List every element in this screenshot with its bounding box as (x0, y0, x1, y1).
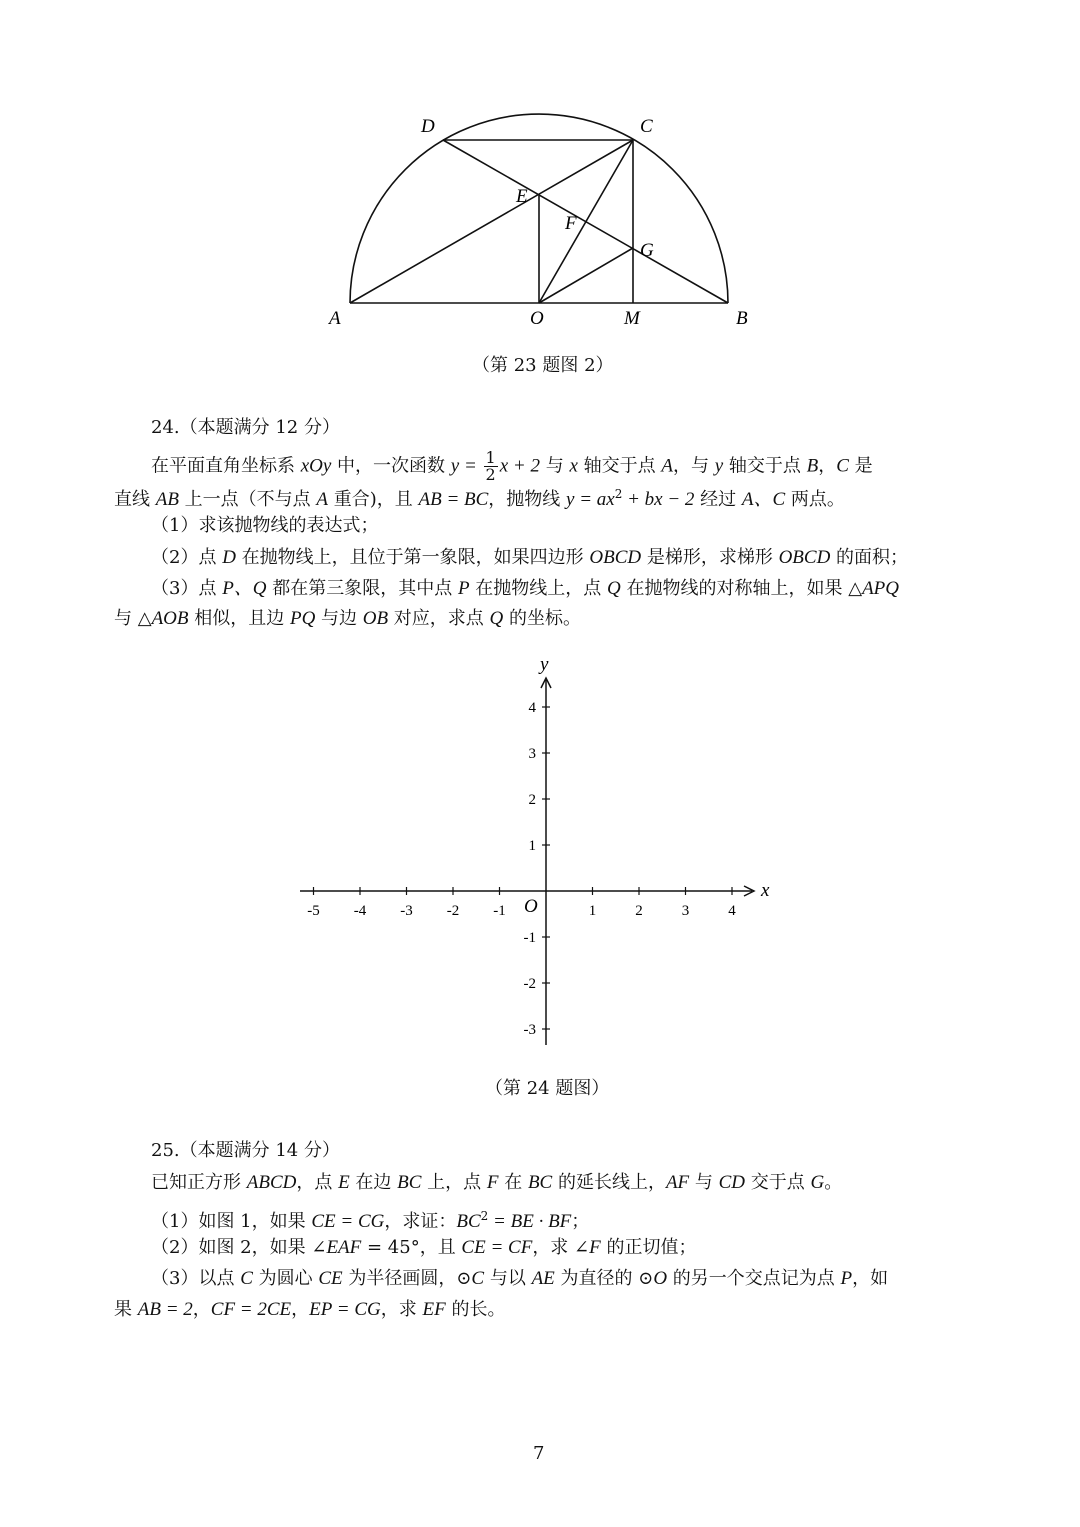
x-tick-label: 3 (681, 903, 690, 919)
q25-part-1: （1）如图 1，如果 CE = CG，求证：$BC^2$ = BE · BF； (151, 1209, 590, 1232)
label-D: D (421, 116, 435, 137)
q24-part-3-cont: 与 △AOB 相似，且边 PQ 与边 OB 对应，求点 Q 的坐标。 (114, 608, 581, 629)
q25-line-1: 已知正方形 ABCD，点 E 在边 BC 上，点 F 在 BC 的延长线上，AF 与 CD 交于点 G。 (151, 1172, 843, 1193)
x-tick-label: -4 (353, 903, 367, 919)
x-tick-label: 1 (588, 903, 597, 919)
figure-24-caption: （第 24 题图） (485, 1078, 610, 1099)
label-B: B (736, 308, 748, 329)
x-tick-label: 4 (728, 903, 736, 919)
fraction-one-half: $\frac{1}{2}$ (485, 448, 496, 484)
q24-line-2: 直线 AB 上一点（不与点 A 重合)，且 AB = BC，抛物线 $y = ax^2$ + bx − 2 经过 A、C 两点。 (114, 487, 845, 510)
label-C: C (640, 116, 653, 137)
q25-header: 25.（本题满分 14 分） (151, 1140, 340, 1161)
y-tick-label: -2 (523, 976, 536, 992)
label-F: F (565, 213, 577, 234)
label-O: O (530, 308, 544, 329)
y-tick-label: -1 (523, 930, 536, 946)
segment-OC (539, 140, 633, 303)
y-tick-label: -3 (523, 1022, 536, 1038)
q25-part-2: （2）如图 2，如果 ∠EAF = 45°，且 CE = CF，求 ∠F 的正切值； (151, 1237, 697, 1258)
y-tick-label: 2 (528, 792, 536, 808)
q24-line-1: 在平面直角坐标系 xOy 中，一次函数 y = $\frac{1}{2}$ x + 2 与 x 轴交于点 A，与 y 轴交于点 B，C 是 (151, 448, 873, 484)
x-tick-label: -5 (307, 903, 320, 919)
figure-24-axes (0, 650, 1080, 1060)
y-tick-label: 1 (528, 838, 536, 854)
q25-part-3: （3）以点 C 为圆心 CE 为半径画圆，⊙C 与以 AE 为直径的 ⊙O 的另一个交点记为点 P，如 (151, 1268, 889, 1289)
label-E: E (516, 186, 528, 207)
y-tick-label: 4 (528, 700, 536, 716)
label-M: M (624, 308, 640, 329)
x-tick-label: -3 (400, 903, 413, 919)
q24-part-1: （1）求该抛物线的表达式； (151, 515, 379, 536)
x-tick-label: 2 (635, 903, 643, 919)
page-number: 7 (533, 1443, 545, 1464)
segment-OG (539, 248, 633, 303)
figure-23-semicircle (0, 100, 1080, 440)
y-tick-label: 3 (528, 746, 536, 762)
segment-AC (350, 140, 633, 303)
x-tick-label: -1 (493, 903, 506, 919)
q24-part-2: （2）点 D 在抛物线上，且位于第一象限，如果四边形 OBCD 是梯形，求梯形 OBCD 的面积； (151, 547, 909, 568)
origin-label: O (524, 896, 538, 917)
q25-part-3-cont: 果 AB = 2，CF = 2CE，EP = CG，求 EF 的长。 (114, 1299, 506, 1320)
x-axis-label: x (761, 880, 770, 901)
label-G: G (640, 240, 654, 261)
q24-part-3: （3）点 P、Q 都在第三象限，其中点 P 在抛物线上，点 Q 在抛物线的对称轴上，如果 △APQ (151, 578, 899, 599)
x-tick-label: -2 (446, 903, 460, 919)
q24-header: 24.（本题满分 12 分） (151, 417, 340, 438)
label-A: A (329, 308, 341, 329)
y-axis-label: y (540, 654, 549, 675)
figure-23-caption: （第 23 题图 2） (472, 355, 614, 376)
